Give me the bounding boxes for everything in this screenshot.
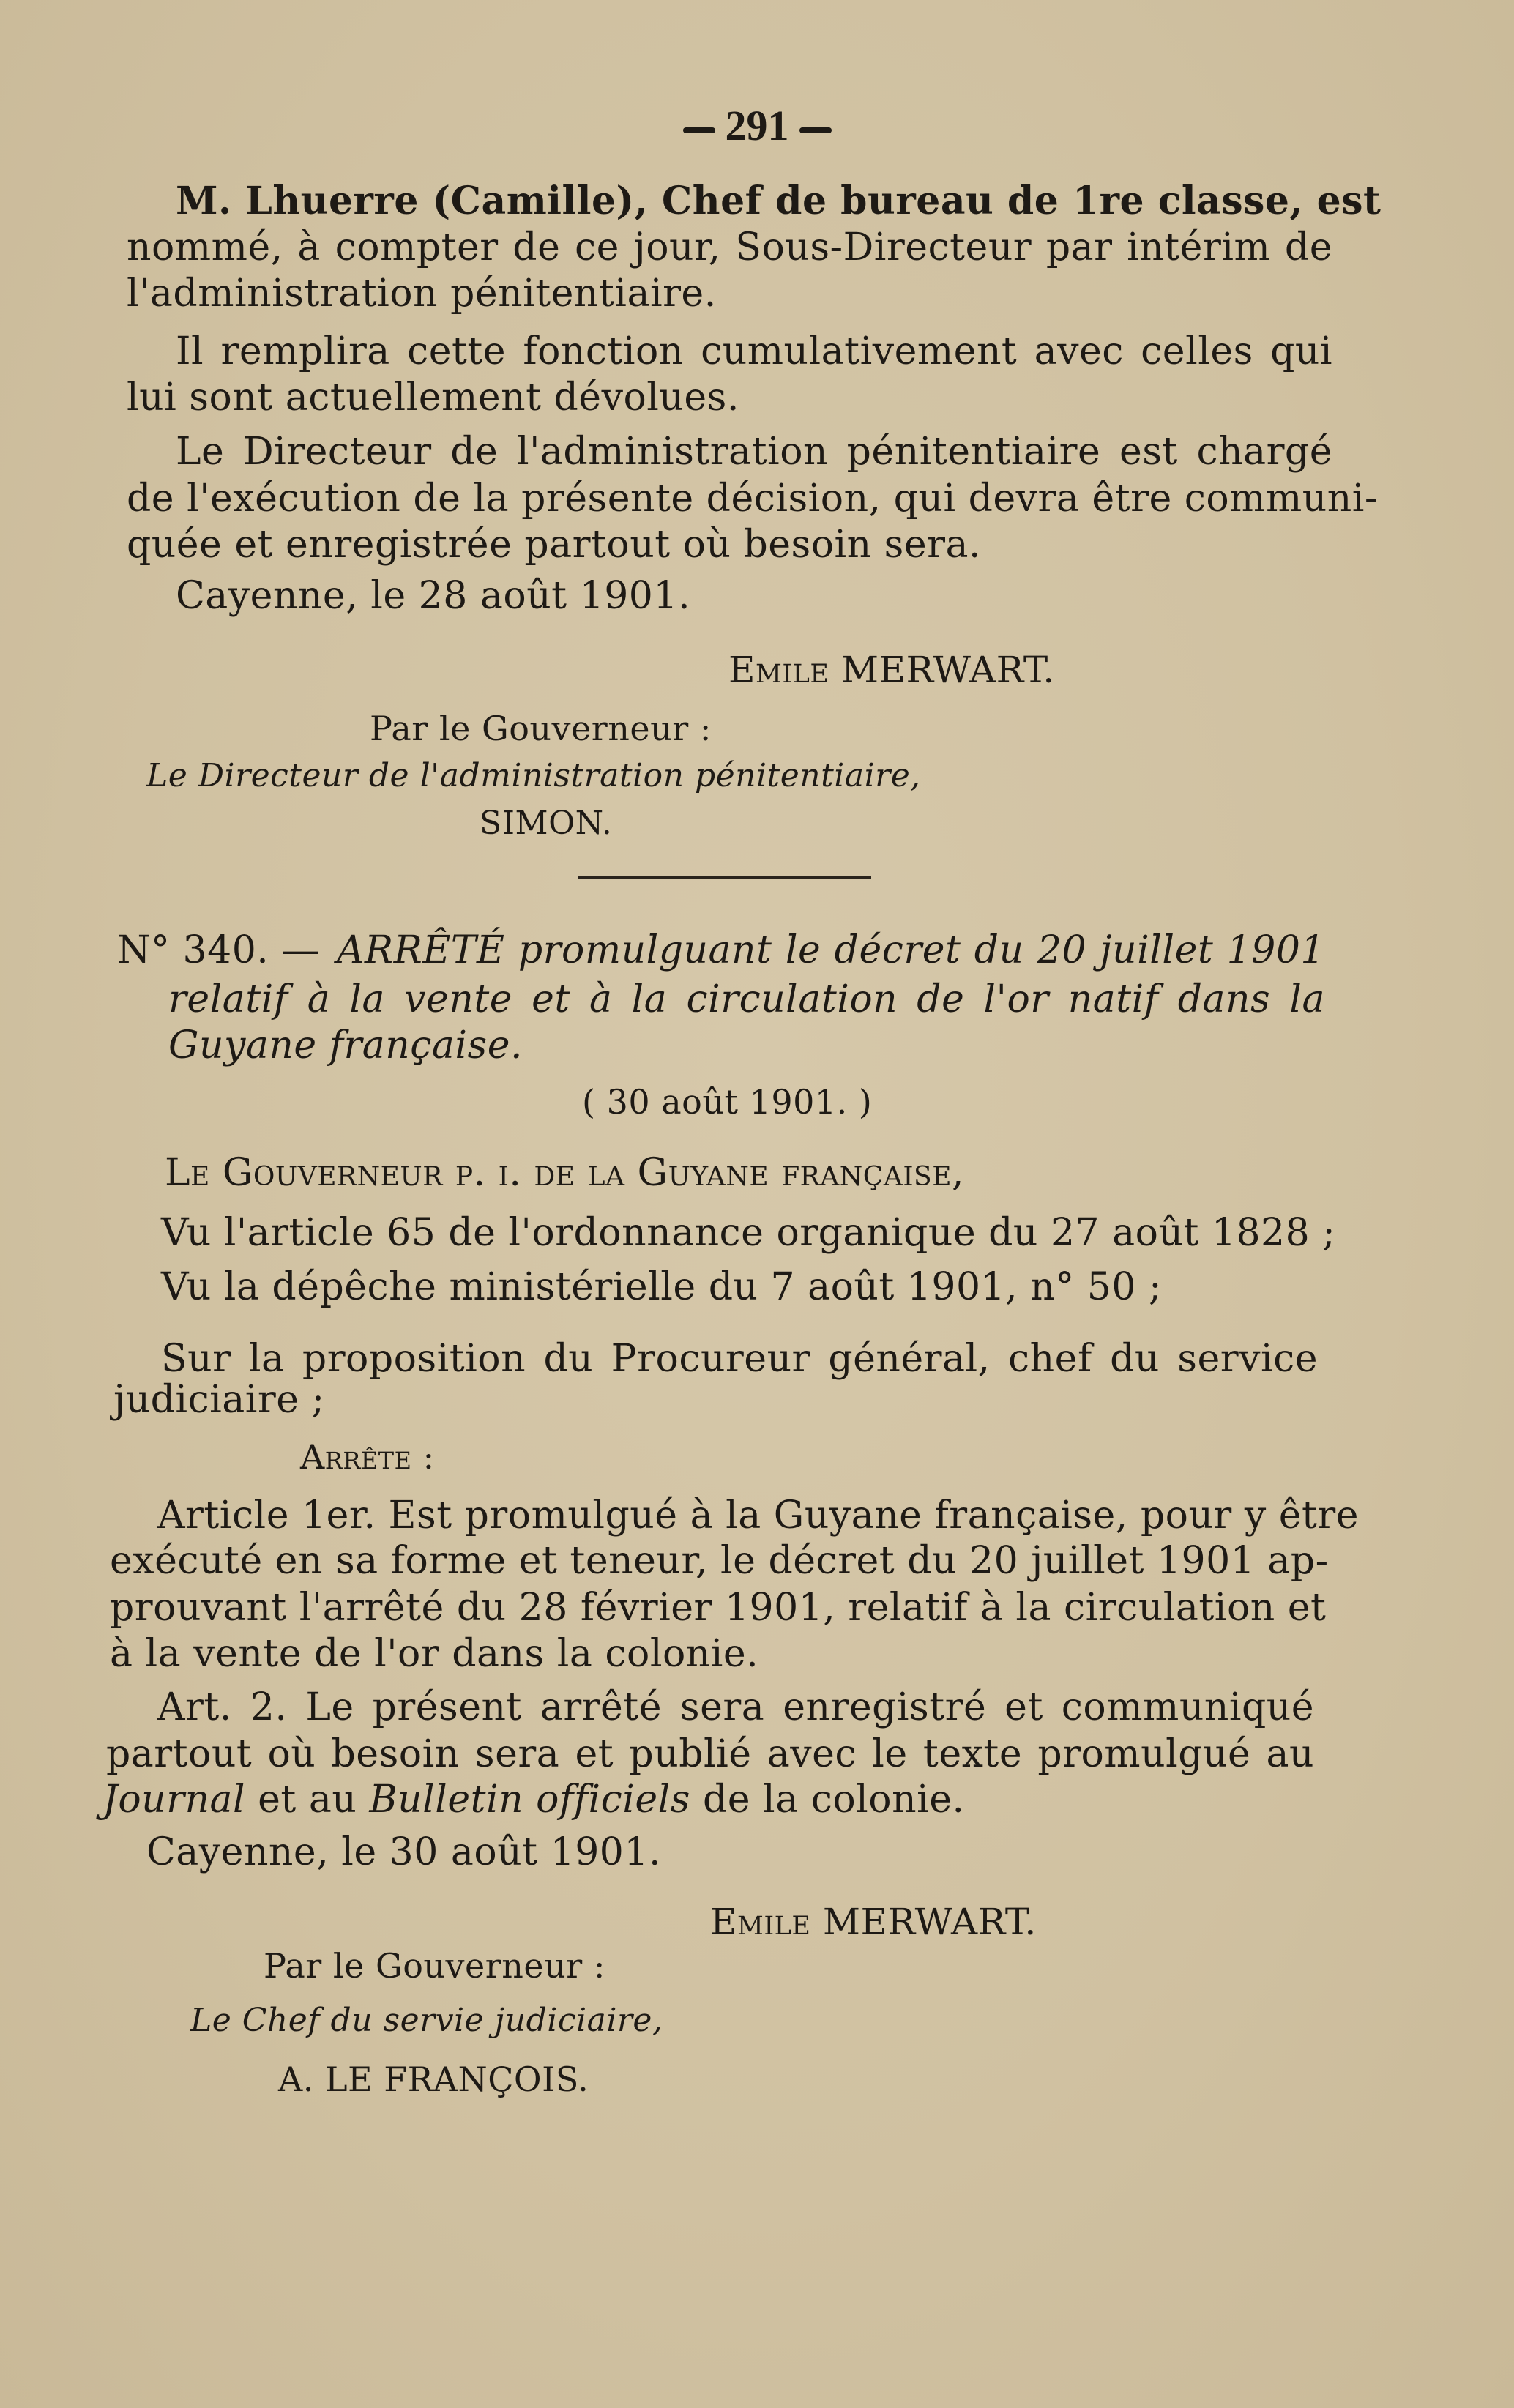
article1-line4: à la vente de l'or dans la colonie. <box>110 1632 759 1676</box>
left-dash <box>683 127 715 133</box>
para3-line2: de l'exécution de la présente décision, qui devra être communi- <box>127 477 1378 521</box>
arrete-title-line3: Guyane française. <box>168 1024 523 1067</box>
date-line-2: Cayenne, le 30 août 1901. <box>146 1830 661 1874</box>
article1-line2: exécuté en sa forme et teneur, le décret du 20 juillet 1901 ap- <box>110 1539 1329 1583</box>
sur-line-2: judiciaire ; <box>113 1378 325 1422</box>
sur-line-1: Sur la proposition du Procureur général, chef du service <box>161 1337 1318 1381</box>
folio-text: 291 <box>725 102 789 149</box>
para2-line1: Il remplira cette fonction cumulativement avec celles qui <box>176 329 1332 373</box>
article2-line3: Journal et au Bulletin officiels de la colonie. <box>102 1778 965 1822</box>
para1-line3: l'administration pénitentiaire. <box>127 272 717 316</box>
arrete-number: N° 340. — <box>117 928 320 972</box>
arrete-label: Arrête : <box>300 1437 435 1477</box>
para3-line1: Le Directeur de l'administration pénitentiaire est chargé <box>176 430 1332 474</box>
chef-name: A. LE FRANÇOIS. <box>278 2060 589 2099</box>
para1-line1: M. Lhuerre (Camille), Chef de bureau de 1re classe, est <box>176 179 1381 223</box>
vu-line-1: Vu l'article 65 de l'ordonnance organique du 27 août 1828 ; <box>161 1211 1336 1255</box>
article2-line1: Art. 2. Le présent arrêté sera enregistré et communiqué <box>157 1685 1314 1729</box>
par-le-gouverneur-1: Par le Gouverneur : <box>370 709 712 748</box>
section-divider <box>578 876 871 879</box>
para3-line3: quée et enregistrée partout où besoin sera. <box>127 523 982 567</box>
page-number <box>0 101 1514 150</box>
signature-merwart-1: Emile MERWART. <box>728 649 1055 691</box>
article2-line3-bind <box>102 1778 965 1822</box>
para2-line2: lui sont actuellement dévolues. <box>127 376 739 420</box>
para1-line2: nommé, à compter de ce jour, Sous-Directeur par intérim de <box>127 225 1332 269</box>
article1-line3: prouvant l'arrêté du 28 février 1901, relatif à la circulation et <box>110 1586 1327 1630</box>
date-line-1: Cayenne, le 28 août 1901. <box>176 574 690 618</box>
article1-line1: Article 1er. Est promulgué à la Guyane française, pour y être <box>157 1494 1360 1537</box>
directeur-name: SIMON. <box>480 805 613 842</box>
arrete-title-line1: ARRÊTÉ promulguant le décret du 20 juillet 1901 <box>337 928 1325 972</box>
arrete-date: ( 30 août 1901. ) <box>582 1082 873 1122</box>
article2-line2: partout où besoin sera et publié avec le texte promulgué au <box>106 1732 1314 1776</box>
arrete-title-line2: relatif à la vente et à la circulation de l'or natif dans la <box>168 977 1325 1021</box>
bulletin-words: Bulletin officiels <box>369 1778 690 1822</box>
signature-merwart-2: Emile MERWART. <box>710 1901 1037 1943</box>
chef-title: Le Chef du servie judiciaire, <box>190 2002 663 2039</box>
directeur-title: Le Directeur de l'administration pénitentiaire, <box>146 757 921 794</box>
gouverneur-intro: Le Gouverneur p. i. de la Guyane française, <box>165 1151 965 1195</box>
journal-word: Journal <box>102 1778 246 1822</box>
par-le-gouverneur-2: Par le Gouverneur : <box>264 1946 605 1986</box>
vu-line-2: Vu la dépêche ministérielle du 7 août 1901, n° 50 ; <box>161 1265 1162 1309</box>
right-dash <box>799 127 832 133</box>
